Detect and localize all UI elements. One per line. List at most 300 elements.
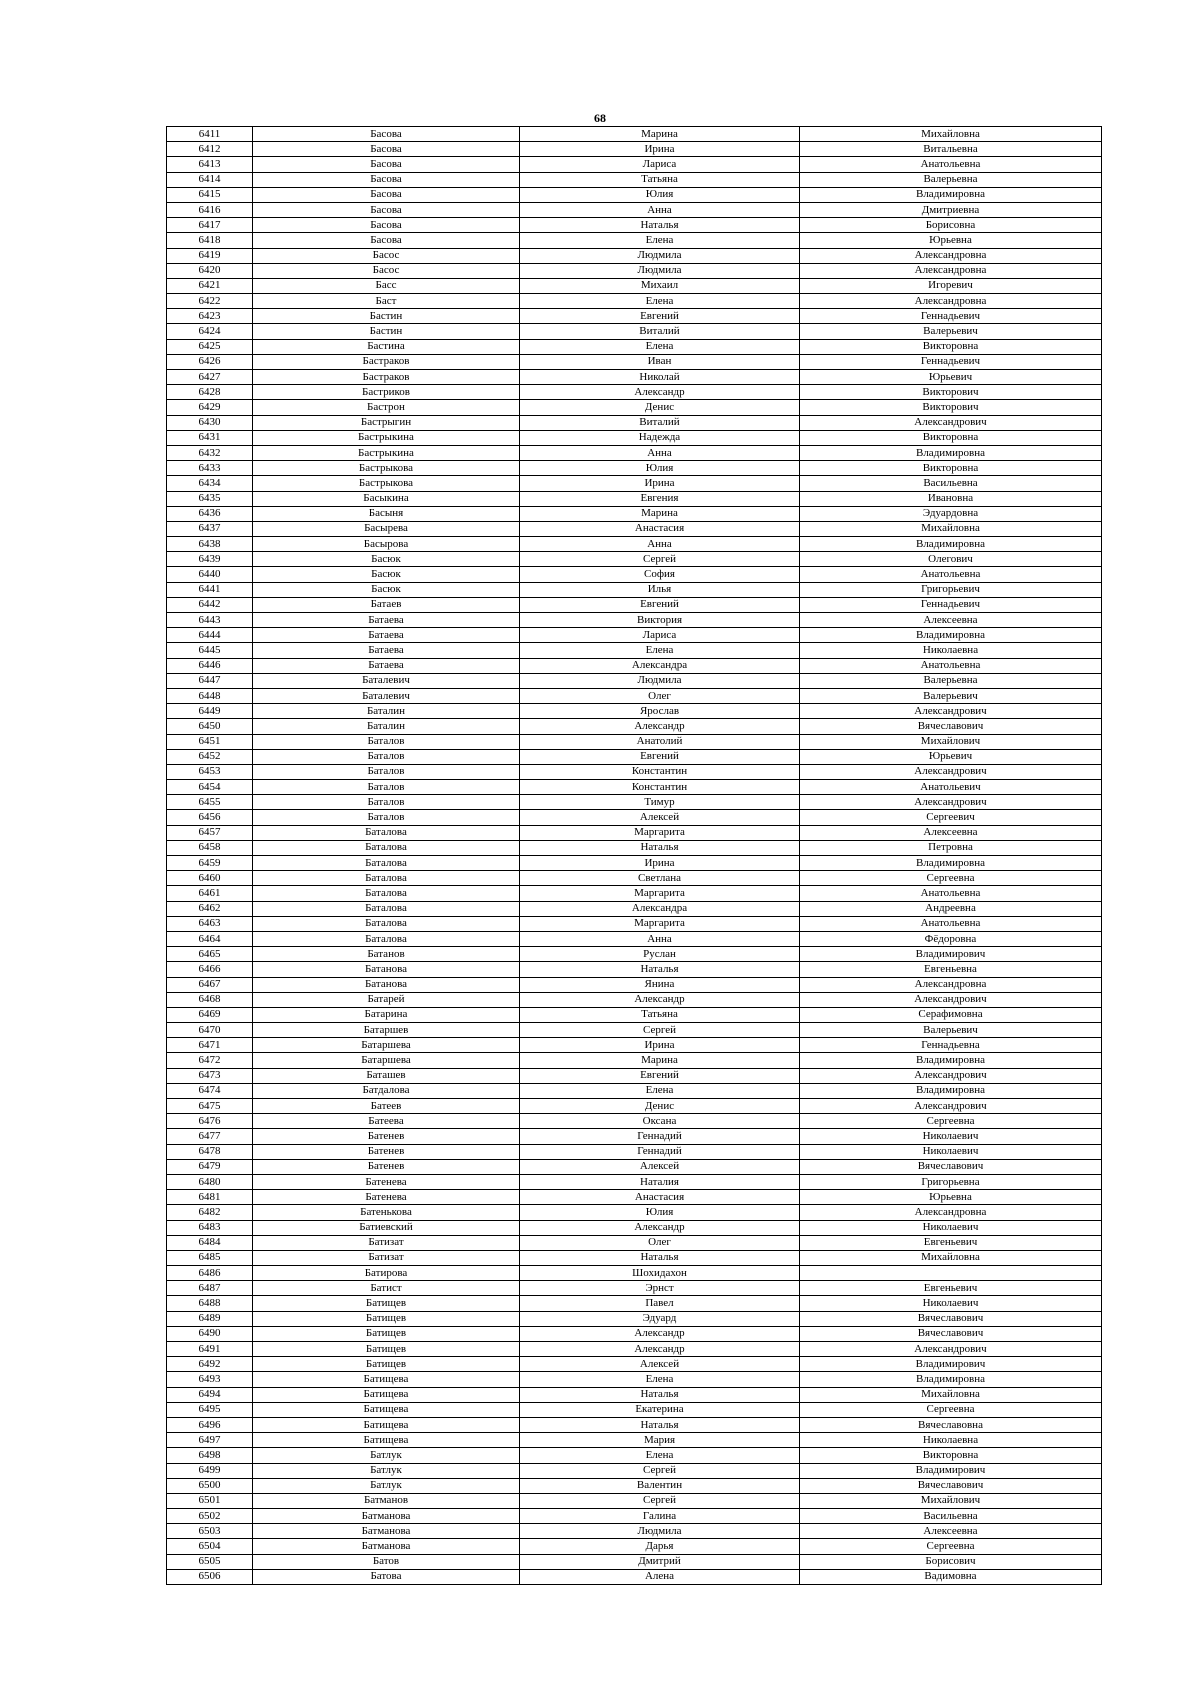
record-number-cell: 6478	[167, 1144, 253, 1159]
first-name-cell: Ярослав	[520, 704, 800, 719]
first-name-cell: Галина	[520, 1509, 800, 1524]
record-number-cell: 6431	[167, 430, 253, 445]
record-number-cell: 6446	[167, 658, 253, 673]
record-number-cell: 6425	[167, 339, 253, 354]
patronymic-cell: Александрович	[800, 1342, 1102, 1357]
patronymic-cell: Анатольевна	[800, 886, 1102, 901]
patronymic-cell: Дмитриевна	[800, 202, 1102, 217]
last-name-cell: Басырова	[253, 537, 520, 552]
last-name-cell: Батищев	[253, 1357, 520, 1372]
first-name-cell: Тимур	[520, 795, 800, 810]
patronymic-cell: Александровна	[800, 1205, 1102, 1220]
patronymic-cell: Викторовна	[800, 430, 1102, 445]
first-name-cell: Маргарита	[520, 916, 800, 931]
last-name-cell: Батаршева	[253, 1038, 520, 1053]
record-number-cell: 6440	[167, 567, 253, 582]
registry-table	[166, 126, 1102, 1585]
table-row	[167, 1569, 1102, 1584]
last-name-cell: Баталевич	[253, 673, 520, 688]
record-number-cell: 6503	[167, 1524, 253, 1539]
table-row	[167, 127, 1102, 142]
record-number-cell: 6412	[167, 142, 253, 157]
record-number-cell: 6476	[167, 1114, 253, 1129]
patronymic-cell: Геннадьевич	[800, 597, 1102, 612]
record-number-cell: 6465	[167, 947, 253, 962]
record-number-cell: 6414	[167, 172, 253, 187]
first-name-cell: Николай	[520, 370, 800, 385]
patronymic-cell: Владимировна	[800, 1372, 1102, 1387]
last-name-cell: Батарина	[253, 1007, 520, 1022]
first-name-cell: Денис	[520, 400, 800, 415]
patronymic-cell: Григорьевна	[800, 1174, 1102, 1189]
record-number-cell: 6430	[167, 415, 253, 430]
record-number-cell: 6429	[167, 400, 253, 415]
last-name-cell: Бастрыкина	[253, 430, 520, 445]
last-name-cell: Батаева	[253, 643, 520, 658]
first-name-cell: Александр	[520, 1342, 800, 1357]
table-row	[167, 1114, 1102, 1129]
record-number-cell: 6461	[167, 886, 253, 901]
table-row	[167, 825, 1102, 840]
first-name-cell: Олег	[520, 1235, 800, 1250]
patronymic-cell: Андреевна	[800, 901, 1102, 916]
first-name-cell: Елена	[520, 1448, 800, 1463]
patronymic-cell: Валерьевна	[800, 673, 1102, 688]
last-name-cell: Баталова	[253, 916, 520, 931]
last-name-cell: Батова	[253, 1569, 520, 1584]
first-name-cell: Анастасия	[520, 521, 800, 536]
first-name-cell: Людмила	[520, 673, 800, 688]
last-name-cell: Баталов	[253, 780, 520, 795]
table-row	[167, 1144, 1102, 1159]
record-number-cell: 6464	[167, 931, 253, 946]
first-name-cell: Сергей	[520, 1023, 800, 1038]
first-name-cell: Анна	[520, 931, 800, 946]
first-name-cell: Юлия	[520, 187, 800, 202]
table-row	[167, 810, 1102, 825]
last-name-cell: Батаева	[253, 613, 520, 628]
patronymic-cell: Юрьевна	[800, 233, 1102, 248]
first-name-cell: Светлана	[520, 871, 800, 886]
last-name-cell: Баталевич	[253, 688, 520, 703]
patronymic-cell: Николаевич	[800, 1296, 1102, 1311]
record-number-cell: 6485	[167, 1250, 253, 1265]
last-name-cell: Баталин	[253, 719, 520, 734]
table-row	[167, 1357, 1102, 1372]
table-row	[167, 1524, 1102, 1539]
record-number-cell: 6432	[167, 445, 253, 460]
last-name-cell: Бастрон	[253, 400, 520, 415]
first-name-cell: Елена	[520, 233, 800, 248]
last-name-cell: Бастин	[253, 324, 520, 339]
first-name-cell: Анастасия	[520, 1190, 800, 1205]
last-name-cell: Батаршев	[253, 1023, 520, 1038]
patronymic-cell: Александровна	[800, 977, 1102, 992]
record-number-cell: 6491	[167, 1342, 253, 1357]
table-row	[167, 142, 1102, 157]
first-name-cell: Евгения	[520, 491, 800, 506]
first-name-cell: Иван	[520, 354, 800, 369]
first-name-cell: Сергей	[520, 1493, 800, 1508]
record-number-cell: 6504	[167, 1539, 253, 1554]
first-name-cell: Геннадий	[520, 1144, 800, 1159]
table-row	[167, 1083, 1102, 1098]
table-row	[167, 992, 1102, 1007]
last-name-cell: Батищев	[253, 1342, 520, 1357]
table-row	[167, 1007, 1102, 1022]
last-name-cell: Басюк	[253, 582, 520, 597]
first-name-cell: Александр	[520, 385, 800, 400]
record-number-cell: 6451	[167, 734, 253, 749]
patronymic-cell: Николаевна	[800, 1433, 1102, 1448]
last-name-cell: Батищева	[253, 1433, 520, 1448]
table-row	[167, 628, 1102, 643]
last-name-cell: Батов	[253, 1554, 520, 1569]
last-name-cell: Басос	[253, 263, 520, 278]
patronymic-cell: Юрьевна	[800, 1190, 1102, 1205]
first-name-cell: Наталья	[520, 962, 800, 977]
table-row	[167, 1174, 1102, 1189]
record-number-cell: 6502	[167, 1509, 253, 1524]
patronymic-cell: Олегович	[800, 552, 1102, 567]
first-name-cell: Валентин	[520, 1478, 800, 1493]
record-number-cell: 6475	[167, 1099, 253, 1114]
first-name-cell: Юлия	[520, 461, 800, 476]
last-name-cell: Батенева	[253, 1174, 520, 1189]
table-row	[167, 157, 1102, 172]
record-number-cell: 6506	[167, 1569, 253, 1584]
patronymic-cell: Вячеславович	[800, 1478, 1102, 1493]
patronymic-cell: Александрович	[800, 415, 1102, 430]
table-row	[167, 1554, 1102, 1569]
table-row	[167, 537, 1102, 552]
last-name-cell: Басова	[253, 172, 520, 187]
record-number-cell: 6460	[167, 871, 253, 886]
table-row	[167, 613, 1102, 628]
patronymic-cell: Вячеславовна	[800, 1417, 1102, 1432]
last-name-cell: Батищев	[253, 1296, 520, 1311]
first-name-cell: Мария	[520, 1433, 800, 1448]
table-row	[167, 294, 1102, 309]
first-name-cell: Сергей	[520, 1463, 800, 1478]
record-number-cell: 6486	[167, 1266, 253, 1281]
table-row	[167, 430, 1102, 445]
last-name-cell: Басос	[253, 248, 520, 263]
first-name-cell: Татьяна	[520, 172, 800, 187]
last-name-cell: Басова	[253, 202, 520, 217]
first-name-cell: Ирина	[520, 856, 800, 871]
patronymic-cell: Ивановна	[800, 491, 1102, 506]
first-name-cell: Наталья	[520, 1250, 800, 1265]
first-name-cell: Надежда	[520, 430, 800, 445]
table-row	[167, 764, 1102, 779]
table-row	[167, 795, 1102, 810]
record-number-cell: 6422	[167, 294, 253, 309]
first-name-cell: Юлия	[520, 1205, 800, 1220]
table-row	[167, 1509, 1102, 1524]
patronymic-cell: Викторович	[800, 385, 1102, 400]
table-row	[167, 962, 1102, 977]
patronymic-cell: Викторович	[800, 400, 1102, 415]
table-row	[167, 415, 1102, 430]
table-row	[167, 1159, 1102, 1174]
last-name-cell: Бастина	[253, 339, 520, 354]
patronymic-cell: Владимировна	[800, 1053, 1102, 1068]
last-name-cell: Батищева	[253, 1402, 520, 1417]
patronymic-cell: Анатольевна	[800, 916, 1102, 931]
table-row	[167, 886, 1102, 901]
patronymic-cell: Анатольевна	[800, 567, 1102, 582]
first-name-cell: Дарья	[520, 1539, 800, 1554]
last-name-cell: Батирова	[253, 1266, 520, 1281]
registry-table-body	[167, 127, 1102, 1585]
last-name-cell: Баталова	[253, 901, 520, 916]
first-name-cell: Геннадий	[520, 1129, 800, 1144]
table-row	[167, 1402, 1102, 1417]
table-row	[167, 461, 1102, 476]
last-name-cell: Батист	[253, 1281, 520, 1296]
last-name-cell: Бастрыкова	[253, 476, 520, 491]
record-number-cell: 6474	[167, 1083, 253, 1098]
last-name-cell: Басюк	[253, 567, 520, 582]
last-name-cell: Басова	[253, 142, 520, 157]
first-name-cell: Маргарита	[520, 886, 800, 901]
first-name-cell: Александра	[520, 658, 800, 673]
patronymic-cell: Александрович	[800, 1068, 1102, 1083]
record-number-cell: 6453	[167, 764, 253, 779]
record-number-cell: 6424	[167, 324, 253, 339]
table-row	[167, 263, 1102, 278]
patronymic-cell: Вячеславович	[800, 719, 1102, 734]
table-row	[167, 704, 1102, 719]
last-name-cell: Батманов	[253, 1493, 520, 1508]
table-row	[167, 597, 1102, 612]
last-name-cell: Батаева	[253, 658, 520, 673]
patronymic-cell: Владимировна	[800, 628, 1102, 643]
record-number-cell: 6501	[167, 1493, 253, 1508]
record-number-cell: 6415	[167, 187, 253, 202]
table-row	[167, 1250, 1102, 1265]
patronymic-cell: Михайловна	[800, 127, 1102, 142]
patronymic-cell: Евгеньевич	[800, 1235, 1102, 1250]
first-name-cell: Лариса	[520, 628, 800, 643]
first-name-cell: Анатолий	[520, 734, 800, 749]
last-name-cell: Батаев	[253, 597, 520, 612]
first-name-cell: Елена	[520, 1083, 800, 1098]
first-name-cell: Наталья	[520, 218, 800, 233]
record-number-cell: 6435	[167, 491, 253, 506]
first-name-cell: Янина	[520, 977, 800, 992]
first-name-cell: Елена	[520, 339, 800, 354]
record-number-cell: 6479	[167, 1159, 253, 1174]
last-name-cell: Батаева	[253, 628, 520, 643]
last-name-cell: Басыня	[253, 506, 520, 521]
table-row	[167, 1053, 1102, 1068]
record-number-cell: 6492	[167, 1357, 253, 1372]
first-name-cell: Алексей	[520, 1159, 800, 1174]
table-row	[167, 1311, 1102, 1326]
record-number-cell: 6498	[167, 1448, 253, 1463]
first-name-cell: Наталья	[520, 1387, 800, 1402]
table-row	[167, 1448, 1102, 1463]
table-row	[167, 354, 1102, 369]
patronymic-cell: Борисович	[800, 1554, 1102, 1569]
last-name-cell: Басова	[253, 127, 520, 142]
last-name-cell: Батлук	[253, 1448, 520, 1463]
patronymic-cell: Евгеньевич	[800, 1281, 1102, 1296]
last-name-cell: Баталова	[253, 931, 520, 946]
last-name-cell: Басюк	[253, 552, 520, 567]
patronymic-cell: Сергеевна	[800, 1539, 1102, 1554]
last-name-cell: Батенев	[253, 1144, 520, 1159]
last-name-cell: Батищева	[253, 1372, 520, 1387]
record-number-cell: 6442	[167, 597, 253, 612]
record-number-cell: 6466	[167, 962, 253, 977]
patronymic-cell: Николаевич	[800, 1129, 1102, 1144]
last-name-cell: Баталов	[253, 810, 520, 825]
first-name-cell: Александр	[520, 1326, 800, 1341]
record-number-cell: 6470	[167, 1023, 253, 1038]
last-name-cell: Батизат	[253, 1235, 520, 1250]
table-row	[167, 1433, 1102, 1448]
record-number-cell: 6481	[167, 1190, 253, 1205]
record-number-cell: 6427	[167, 370, 253, 385]
patronymic-cell: Александровна	[800, 248, 1102, 263]
first-name-cell: Эрнст	[520, 1281, 800, 1296]
last-name-cell: Баталова	[253, 856, 520, 871]
table-row	[167, 1099, 1102, 1114]
patronymic-cell: Владимировна	[800, 187, 1102, 202]
patronymic-cell: Михайлович	[800, 1493, 1102, 1508]
record-number-cell: 6456	[167, 810, 253, 825]
record-number-cell: 6416	[167, 202, 253, 217]
patronymic-cell: Геннадьевич	[800, 354, 1102, 369]
first-name-cell: Евгений	[520, 749, 800, 764]
patronymic-cell: Владимирович	[800, 947, 1102, 962]
table-row	[167, 1417, 1102, 1432]
table-row	[167, 476, 1102, 491]
first-name-cell: Наталия	[520, 1174, 800, 1189]
record-number-cell: 6449	[167, 704, 253, 719]
table-row	[167, 1539, 1102, 1554]
last-name-cell: Батищева	[253, 1417, 520, 1432]
table-row	[167, 202, 1102, 217]
last-name-cell: Батенькова	[253, 1205, 520, 1220]
last-name-cell: Баталова	[253, 840, 520, 855]
last-name-cell: Батеев	[253, 1099, 520, 1114]
table-row	[167, 658, 1102, 673]
last-name-cell: Батищев	[253, 1311, 520, 1326]
last-name-cell: Батиевский	[253, 1220, 520, 1235]
first-name-cell: Александр	[520, 719, 800, 734]
record-number-cell: 6500	[167, 1478, 253, 1493]
record-number-cell: 6496	[167, 1417, 253, 1432]
record-number-cell: 6420	[167, 263, 253, 278]
table-row	[167, 749, 1102, 764]
record-number-cell: 6489	[167, 1311, 253, 1326]
last-name-cell: Басова	[253, 233, 520, 248]
last-name-cell: Батанов	[253, 947, 520, 962]
record-number-cell: 6490	[167, 1326, 253, 1341]
record-number-cell: 6497	[167, 1433, 253, 1448]
patronymic-cell: Александровна	[800, 263, 1102, 278]
table-row	[167, 339, 1102, 354]
last-name-cell: Батлук	[253, 1478, 520, 1493]
table-row	[167, 233, 1102, 248]
first-name-cell: Евгений	[520, 309, 800, 324]
table-row	[167, 385, 1102, 400]
first-name-cell: Марина	[520, 1053, 800, 1068]
page-number: 68	[594, 111, 606, 125]
last-name-cell: Баталов	[253, 795, 520, 810]
patronymic-cell: Сергеевна	[800, 1114, 1102, 1129]
last-name-cell: Баталов	[253, 749, 520, 764]
first-name-cell: Руслан	[520, 947, 800, 962]
patronymic-cell: Михайловна	[800, 1250, 1102, 1265]
first-name-cell: Татьяна	[520, 1007, 800, 1022]
record-number-cell: 6441	[167, 582, 253, 597]
record-number-cell: 6462	[167, 901, 253, 916]
patronymic-cell: Алексеевна	[800, 825, 1102, 840]
record-number-cell: 6458	[167, 840, 253, 855]
record-number-cell: 6437	[167, 521, 253, 536]
table-row	[167, 309, 1102, 324]
last-name-cell: Батизат	[253, 1250, 520, 1265]
first-name-cell: Михаил	[520, 278, 800, 293]
last-name-cell: Басова	[253, 187, 520, 202]
last-name-cell: Батарей	[253, 992, 520, 1007]
first-name-cell: Наталья	[520, 1417, 800, 1432]
table-row	[167, 643, 1102, 658]
record-number-cell: 6423	[167, 309, 253, 324]
table-row	[167, 1281, 1102, 1296]
last-name-cell: Баталов	[253, 734, 520, 749]
last-name-cell: Батищев	[253, 1326, 520, 1341]
last-name-cell: Батманова	[253, 1524, 520, 1539]
table-row	[167, 856, 1102, 871]
patronymic-cell: Алексеевна	[800, 1524, 1102, 1539]
patronymic-cell: Фёдоровна	[800, 931, 1102, 946]
table-row	[167, 1023, 1102, 1038]
first-name-cell: Шохидахон	[520, 1266, 800, 1281]
record-number-cell: 6450	[167, 719, 253, 734]
patronymic-cell: Александровна	[800, 294, 1102, 309]
last-name-cell: Бастрыгин	[253, 415, 520, 430]
patronymic-cell: Анатольевна	[800, 658, 1102, 673]
first-name-cell: Марина	[520, 506, 800, 521]
first-name-cell: Эдуард	[520, 1311, 800, 1326]
patronymic-cell: Вячеславович	[800, 1311, 1102, 1326]
first-name-cell: Сергей	[520, 552, 800, 567]
table-row	[167, 370, 1102, 385]
patronymic-cell: Геннадьевна	[800, 1038, 1102, 1053]
table-row	[167, 901, 1102, 916]
patronymic-cell: Владимирович	[800, 1357, 1102, 1372]
last-name-cell: Батеева	[253, 1114, 520, 1129]
first-name-cell: Илья	[520, 582, 800, 597]
last-name-cell: Басова	[253, 218, 520, 233]
table-row	[167, 1220, 1102, 1235]
first-name-cell: Александр	[520, 992, 800, 1007]
last-name-cell: Бастраков	[253, 370, 520, 385]
table-row	[167, 1342, 1102, 1357]
patronymic-cell: Вячеславович	[800, 1159, 1102, 1174]
record-number-cell: 6494	[167, 1387, 253, 1402]
first-name-cell: Лариса	[520, 157, 800, 172]
first-name-cell: Алексей	[520, 1357, 800, 1372]
patronymic-cell: Валерьевич	[800, 688, 1102, 703]
record-number-cell: 6448	[167, 688, 253, 703]
